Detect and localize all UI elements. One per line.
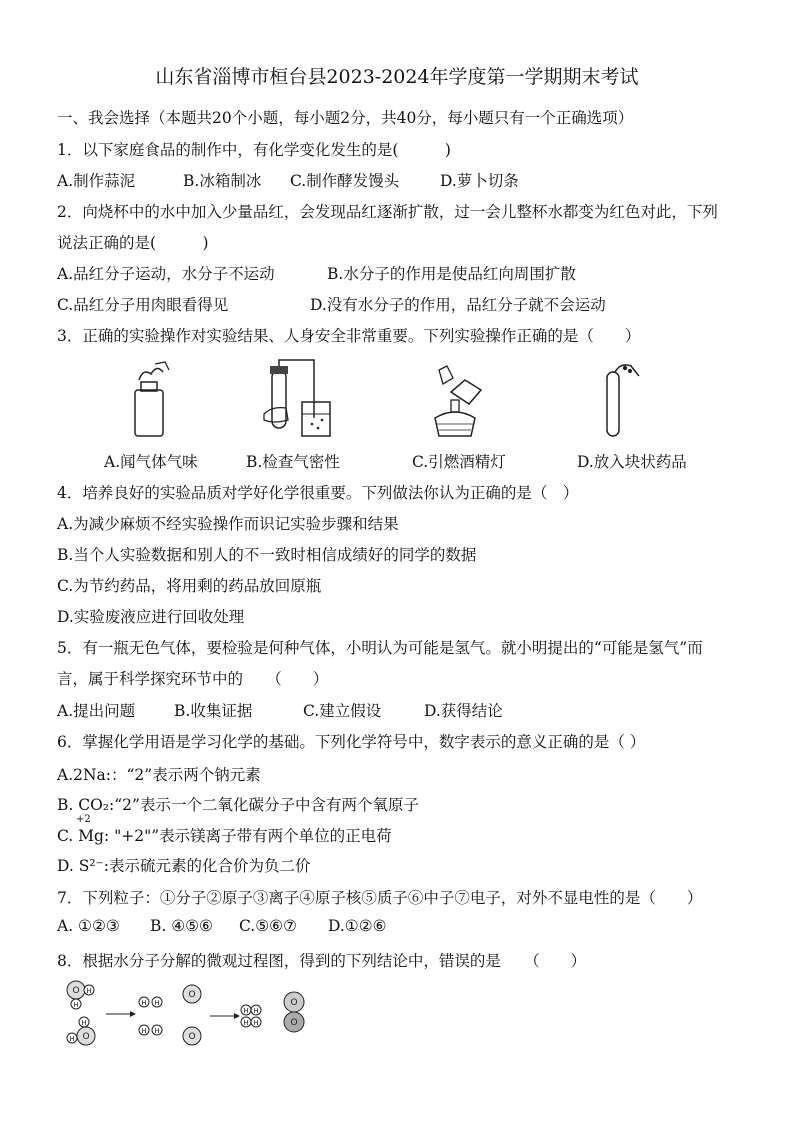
- q7-option-b: B. ④⑤⑥: [150, 917, 213, 935]
- q8-stem: 8．根据水分子分解的微观过程图，得到的下列结论中，错误的是 （ ）: [57, 952, 587, 970]
- q1-stem: 1．以下家庭食品的制作中，有化学变化发生的是( ): [57, 141, 451, 159]
- q3-option-c: C.引燃酒精灯: [412, 453, 506, 471]
- q4-option-a: A.为减少麻烦不经实验操作而识记实验步骤和结果: [57, 515, 399, 533]
- airtightness-figure: [262, 358, 342, 440]
- svg-text:O: O: [82, 1032, 90, 1042]
- oxygen-atom-label: O: [72, 986, 80, 996]
- section-heading: 一、我会选择（本题共20个小题，每小题2分，共40分，每小题只有一个正确选项）: [57, 109, 634, 127]
- svg-text:H: H: [73, 1001, 79, 1009]
- water-molecule-2: [67, 1017, 95, 1045]
- svg-text:O: O: [188, 1032, 196, 1042]
- q2-option-c: C.品红分子用肉眼看得见: [57, 296, 229, 314]
- q5-stem-line1: 5．有一瓶无色气体，要检验是何种气体，小明认为可能是氢气。就小明提出的“可能是氢气”而: [57, 639, 703, 657]
- svg-text:H: H: [69, 1035, 75, 1043]
- q4-option-c: C.为节约药品，将用剩的药品放回原瓶: [57, 577, 322, 595]
- q2-option-a: A.品红分子运动，水分子不运动: [57, 265, 275, 283]
- q5-option-a: A.提出问题: [57, 702, 136, 720]
- q7-option-c: C.⑤⑥⑦: [239, 917, 297, 935]
- q5-option-d: D.获得结论: [424, 702, 503, 720]
- q2-option-b: B.水分子的作用是使品红向周围扩散: [327, 265, 576, 283]
- q5-option-c: C.建立假设: [303, 702, 382, 720]
- q3-option-d: D.放入块状药品: [577, 453, 687, 471]
- svg-text:O: O: [290, 1018, 298, 1028]
- q7-option-d: D.①②⑥: [328, 917, 387, 935]
- q4-stem: 4．培养良好的实验品质对学好化学很重要。下列做法你认为正确的是（ ）: [57, 484, 579, 502]
- svg-text:H: H: [81, 1019, 87, 1027]
- exam-title: 山东省淄博市桓台县2023-2024年学度第一学期期末考试: [155, 66, 639, 88]
- svg-text:H: H: [243, 1007, 249, 1015]
- q2-option-d: D.没有水分子的作用，品红分子就不会运动: [310, 296, 606, 314]
- q6-option-c: C. Mg: "+2"”表示镁离子带有两个单位的正电荷: [57, 827, 392, 845]
- svg-text:H: H: [86, 987, 92, 995]
- solid-reagent-figure: [595, 362, 650, 440]
- q2-stem-line2: 说法正确的是( ): [57, 234, 209, 252]
- q4-option-b: B.当个人实验数据和别人的不一致时相信成绩好的同学的数据: [57, 546, 477, 564]
- svg-text:H: H: [141, 999, 147, 1007]
- q4-option-d: D.实验废液应进行回收处理: [57, 608, 245, 626]
- q6-stem: 6．掌握化学用语是学习化学的基础。下列化学符号中，数字表示的意义正确的是（ ）: [57, 733, 646, 751]
- q1-option-c: C.制作酵发馒头: [290, 172, 400, 190]
- svg-text:H: H: [253, 1019, 259, 1027]
- svg-text:O: O: [290, 998, 298, 1008]
- q3-option-b: B.检查气密性: [246, 453, 340, 471]
- smell-gas-figure: [125, 360, 185, 440]
- q6-option-b: B. CO₂:“2”表示一个二氧化碳分子中含有两个氧原子: [57, 796, 419, 814]
- water-decomposition-figure: [60, 978, 320, 1053]
- q1-option-b: B.冰箱制冰: [183, 172, 262, 190]
- q6-option-a: A.2Na:：“2”表示两个钠元素: [57, 766, 261, 784]
- q1-option-d: D.萝卜切条: [440, 172, 519, 190]
- q5-stem-line2: 言，属于科学探究环节中的 （ ）: [57, 670, 329, 688]
- q3-stem: 3．正确的实验操作对实验结果、人身安全非常重要。下列实验操作正确的是（ ）: [57, 327, 641, 345]
- q7-stem: 7．下列粒子：①分子②原子③离子④原子核⑤质子⑥中子⑦电子，对外不显电性的是（ ）: [57, 889, 703, 907]
- q3-option-a: A.闻气体气味: [104, 453, 198, 471]
- q1-option-a: A.制作蒜泥: [57, 172, 136, 190]
- svg-text:H: H: [154, 1027, 160, 1035]
- q7-option-a: A. ①②③: [57, 917, 120, 935]
- svg-text:H: H: [141, 1027, 147, 1035]
- svg-text:O: O: [188, 990, 196, 1000]
- water-molecule-1: [67, 981, 94, 1009]
- svg-text:H: H: [154, 999, 160, 1007]
- q2-stem-line1: 2．向烧杯中的水中加入少量品红，会发现品红逐渐扩散，过一会儿整杯水都变为红色对此，下列: [57, 203, 718, 221]
- svg-text:H: H: [253, 1007, 259, 1015]
- q5-option-b: B.收集证据: [174, 702, 253, 720]
- q6-option-c-superscript: +2: [76, 814, 91, 825]
- q6-option-d: D. S²⁻:表示硫元素的化合价为负二价: [57, 857, 311, 875]
- alcohol-lamp-figure: [425, 362, 495, 440]
- svg-text:H: H: [243, 1019, 249, 1027]
